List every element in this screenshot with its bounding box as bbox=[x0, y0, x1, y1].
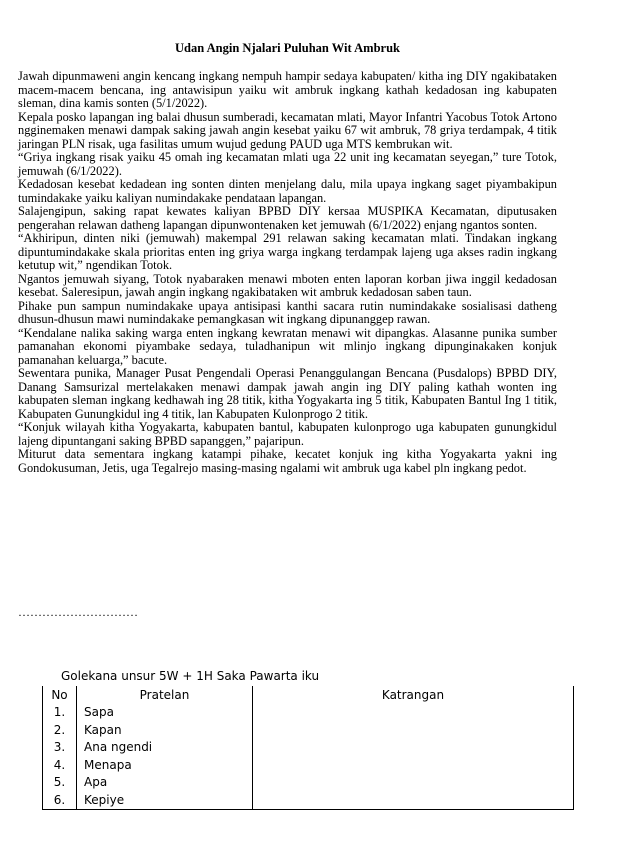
table-row bbox=[43, 756, 574, 774]
row-number: 3. bbox=[43, 739, 77, 757]
row-pratelan: Ana ngendi bbox=[77, 739, 253, 757]
table-row bbox=[43, 739, 574, 757]
paragraph: Ngantos jemuwah siyang, Totok nyabaraken menawi mboten enten laporan korban jiwa inggil kedadosan kesebat. Saleresipun, jawah angin ingkang ngakibataken wit ambruk kedadosan saben taun. bbox=[18, 271, 557, 299]
header-katrangan: Katrangan bbox=[253, 686, 574, 704]
row-pratelan: Menapa bbox=[77, 756, 253, 774]
table-row bbox=[43, 774, 574, 792]
row-katrangan-cell[interactable] bbox=[253, 791, 574, 809]
row-number: 5. bbox=[43, 774, 77, 792]
table-row bbox=[43, 704, 574, 722]
paragraph: “Konjuk wilayah kitha Yogyakarta, kabupaten bantul, kabupaten kulonprogo uga kabupaten gunungkidul lajeng dipuntangani saking BPBD sapanggen,” pajaripun. bbox=[18, 420, 557, 448]
row-pratelan: Kapan bbox=[77, 721, 253, 739]
answer-table bbox=[42, 686, 574, 810]
row-katrangan-cell[interactable] bbox=[253, 704, 574, 722]
header-no: No bbox=[43, 686, 77, 704]
paragraph: Sewentara punika, Manager Pusat Pengendali Operasi Penanggulangan Bencana (Pusdalops) BPBD DIY, Danang Samsurizal mertelakaken menawi dampak jawah angin ing DIY paling kathah wonten ing kabupaten sleman ingkang kedhawah ing 28 titik, kitha Yogyakarta ing 5 titik, Kabupaten Bantul Ing 1 titik, Kabupaten Gunungkidul ing 4 titik, lan Kabupaten Kulonprogo 2 titik. bbox=[18, 366, 557, 421]
row-pratelan: Sapa bbox=[77, 704, 253, 722]
row-katrangan-cell[interactable] bbox=[253, 756, 574, 774]
paragraph: Kepala posko lapangan ing balai dhusun sumberadi, kecamatan mlati, Mayor Infantri Yacobus Totok Artono ngginemaken menawi dampak saking jawah angin kesebat yaiku 67 wit ambruk, 78 griya terdampak, 4 titik jaringan PLN risak, uga fasilitas umum wujud gedung PAUD uga MTS kembrukan wit. bbox=[18, 109, 557, 151]
paragraph: “Griya ingkang risak yaiku 45 omah ing kecamatan mlati uga 22 unit ing kecamatan seyegan,” ture Totok, jemuwah (6/1/2022). bbox=[18, 150, 557, 178]
table-row bbox=[43, 791, 574, 809]
row-number: 6. bbox=[43, 791, 77, 809]
row-pratelan: Kepiye bbox=[77, 791, 253, 809]
row-katrangan-cell[interactable] bbox=[253, 739, 574, 757]
table-header-row bbox=[43, 686, 574, 704]
row-katrangan-cell[interactable] bbox=[253, 774, 574, 792]
task-instruction: Golekana unsur 5W + 1H Saka Pawarta iku bbox=[61, 669, 320, 683]
paragraph: “Kendalane nalika saking warga enten ingkang kewratan menawi wit dipangkas. Alasanne punika sumber pamanahan ekonomi piyambake sedaya, tuladhanipun wit mlinjo ingkang dipunginakaken konjuk pamanahan keluarga,” bacute. bbox=[18, 325, 557, 367]
article-title: Udan Angin Njalari Puluhan Wit Ambruk bbox=[175, 41, 400, 55]
paragraph: Miturut data sementara ingkang katampi pihake, kecatet konjuk ing kitha Yogyakarta yakni ing Gondokusuman, Jetis, uga Tegalrejo masing-masing ngalami wit ambruk uga kabel pln ingkang pedot. bbox=[18, 447, 557, 475]
row-number: 1. bbox=[43, 704, 77, 722]
row-katrangan-cell[interactable] bbox=[253, 721, 574, 739]
row-number: 2. bbox=[43, 721, 77, 739]
article-body bbox=[18, 70, 557, 475]
paragraph: Jawah dipunmaweni angin kencang ingkang nempuh hampir sedaya kabupaten/ kitha ing DIY ngakibataken macem-macem bencana, ing antawisipun yaiku wit ambruk ingkang kathah kedadosan ing kabupaten sleman, dina kamis sonten (5/1/2022). bbox=[18, 69, 557, 110]
paragraph: Pihake pun sampun numindakake upaya antisipasi kanthi sacara rutin numindakake sosialisasi datheng dhusun-dhusun mawi numindakake pemangkasan wit ingkang dipunanggep rawan. bbox=[18, 298, 557, 326]
row-pratelan: Apa bbox=[77, 774, 253, 792]
header-pratelan: Pratelan bbox=[77, 686, 253, 704]
paragraph: Salajengipun, saking rapat kewates kaliyan BPBD DIY kersaa MUSPIKA Kecamatan, diputusaken pengerahan relawan datheng lapangan dipunwontenaken ket jemuwah (6/1/2022) enjang ngantos sonten. bbox=[18, 204, 557, 232]
paragraph: Kedadosan kesebat kedadean ing sonten dinten menjelang dalu, mila upaya ingkang saget piyambakipun tumindakake yaiku kaliyan numindakake pendataan lapangan. bbox=[18, 177, 557, 205]
paragraph: “Akhiripun, dinten niki (jemuwah) makempal 291 relawan saking kecamatan mlati. Tindakan ingkang dipuntumindakake skala prioritas enten ing griya warga ingkang terdampak lajeng uga akses radin ingkang ketutup wit,” ngendikan Totok. bbox=[18, 231, 557, 272]
dotted-separator: ………………………… bbox=[18, 605, 138, 619]
row-number: 4. bbox=[43, 756, 77, 774]
table-row bbox=[43, 721, 574, 739]
